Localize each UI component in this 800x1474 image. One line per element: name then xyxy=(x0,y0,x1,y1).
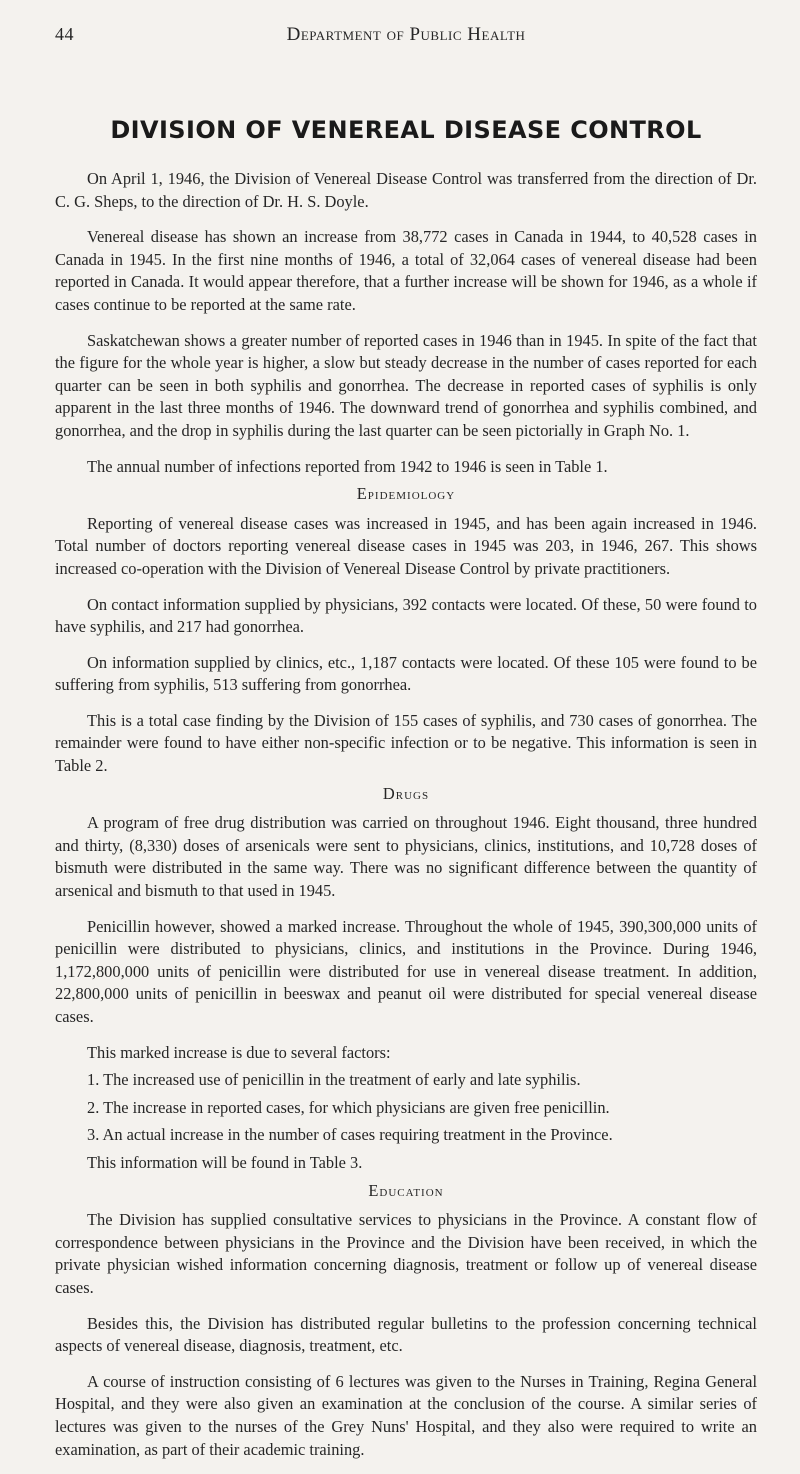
paragraph: A program of free drug distribution was carried on throughout 1946. Eight thousand, three hundred and thirty, (8,330) doses of arsenicals were sent to physicians, clinics, institutions, and 10,728 doses of bismuth were distributed in the same way. There was no significant difference between the quantity of arsenical and bismuth to that used in 1945. xyxy=(55,813,757,901)
paragraph: On contact information supplied by physicians, 392 contacts were located. Of these, 50 were found to have syphilis, and 217 had gonorrhea. xyxy=(55,594,757,637)
paragraph: Penicillin however, showed a marked increase. Throughout the whole of 1945, 390,300,000 units of penicillin were distributed to physicians, clinics, and institutions in the Province. During 1946, 1,172,800,000 units of penicillin were distributed for use in venereal disease treatment. In addition, 22,800,000 units of penicillin in beeswax and peanut oil were distributed for special venereal disease cases. xyxy=(55,916,757,1026)
department-name: Department of Public Health xyxy=(286,24,526,45)
paragraph: This information will be found in Table 3. xyxy=(87,1152,363,1172)
running-header xyxy=(55,24,757,50)
subheading-education: Education xyxy=(368,1180,444,1200)
paragraph: Besides this, the Division has distributed regular bulletins to the profession concerning technical aspects of venereal disease, diagnosis, treatment, etc. xyxy=(55,1313,757,1356)
list-item: 1. The increased use of penicillin in the treatment of early and late syphilis. xyxy=(87,1070,581,1090)
paragraph: A course of instruction consisting of 6 lectures was given to the Nurses in Training, Regina General Hospital, and they were also given an examination at the conclusion of the course. A similar series of lectures was given to the nurses of the Grey Nuns' Hospital, and they also were required to write an examination, as part of their academic training. xyxy=(55,1371,757,1459)
document-body xyxy=(55,168,757,1474)
subheading-drugs: Drugs xyxy=(382,783,430,803)
paragraph: Saskatchewan shows a greater number of reported cases in 1946 than in 1945. In spite of the fact that the figure for the whole year is higher, a slow but steady decrease in the number of cases reported for each quarter can be seen in both syphilis and gonorrhea. The decrease in reported cases of syphilis is only apparent in the last three months of 1946. The downward trend of gonorrhea and syphilis combined, and gonorrhea, and the drop in syphilis during the last quarter can be seen pictorially in Graph No. 1. xyxy=(55,330,757,440)
list-item: 2. The increase in reported cases, for which physicians are given free penicillin. xyxy=(87,1097,610,1117)
paragraph: The Division has supplied consultative services to physicians in the Province. A constant flow of correspondence between physicians in the Province and the Division have been received, in which the private physician wished information concerning diagnosis, treatment or follow up of venereal disease cases. xyxy=(55,1210,757,1297)
paragraph: The annual number of infections reported from 1942 to 1946 is seen in Table 1. xyxy=(87,456,608,476)
paragraph: On information supplied by clinics, etc., 1,187 contacts were located. Of these 105 were found to be suffering from syphilis, 513 suffering from gonorrhea. xyxy=(55,652,757,695)
section-title: DIVISION OF VENEREAL DISEASE CONTROL xyxy=(110,116,702,144)
paragraph: This marked increase is due to several factors: xyxy=(87,1042,391,1062)
subheading-epidemiology: Epidemiology xyxy=(356,484,456,504)
paragraph: This is a total case finding by the Division of 155 cases of syphilis, and 730 cases of gonorrhea. The remainder were found to have either non-specific infection or to be negative. This information is seen in Table 2. xyxy=(55,710,757,776)
paragraph: Venereal disease has shown an increase from 38,772 cases in Canada in 1944, to 40,528 cases in Canada in 1945. In the first nine months of 1946, a total of 32,064 cases of venereal disease had been reported in Canada. It would appear therefore, that a further increase will be shown for 1946, as a whole if cases continue to be reported at the same rate. xyxy=(55,227,757,314)
list-item: 3. An actual increase in the number of cases requiring treatment in the Province. xyxy=(87,1125,613,1145)
paragraph: Reporting of venereal disease cases was increased in 1945, and has been again increased in 1946. Total number of doctors reporting venereal disease cases in 1945 was 203, in 1946, 267. This shows increased co-operation with the Division of Venereal Disease Control by private practitioners. xyxy=(55,513,757,578)
paragraph: On April 1, 1946, the Division of Venereal Disease Control was transferred from the direction of Dr. C. G. Sheps, to the direction of Dr. H. S. Doyle. xyxy=(55,169,757,211)
page-number: 44 xyxy=(55,24,74,44)
